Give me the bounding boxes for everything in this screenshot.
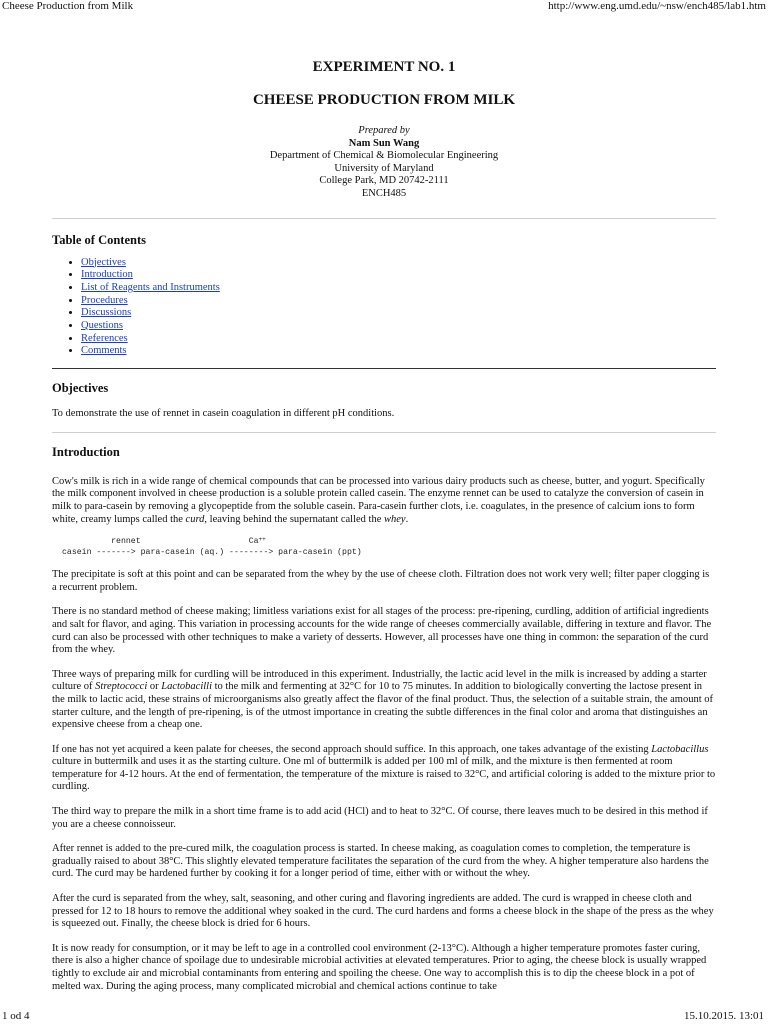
intro-paragraph-2: The precipitate is soft at this point and can be separated from the whey by the use of cheese cloth. Filtration does not work very well; filter paper clogging is a recurrent problem. bbox=[52, 569, 710, 593]
toc-link-reagents[interactable]: List of Reagents and Instruments bbox=[81, 281, 220, 293]
intro-paragraph-8: After the curd is separated from the whey, salt, seasoning, and other curing and flavoring ingredients are added. The curd is wrapped in cheese cloth and pressed for 12 to 18 hours to remove the additional whey soaked in the curd. The curd hardens and forms a cheese block in the shape of the press as the whey is squeezed out. Finally, the cheese block is dried for 6 hours. bbox=[52, 893, 714, 930]
address: College Park, MD 20742-2111 bbox=[319, 175, 449, 187]
intro-paragraph-5: If one has not yet acquired a keen palate for cheeses, the second approach should suffice. In this approach, one takes advantage of the existing Lactobacillus culture in buttermilk and uses it as the starting culture. One ml of buttermilk is added per 100 ml of milk, and the mixture is then fermented at room temperature for 4-12 hours. At the end of fermentation, the temperature of the mixture is raised to 32°C, and artificial coloring is added to the mixture prior to curdling. bbox=[52, 743, 716, 793]
print-datetime: 15.10.2015. 13:01 bbox=[683, 1010, 764, 1022]
toc-link-comments[interactable]: Comments bbox=[81, 345, 127, 357]
intro-paragraph-3: There is no standard method of cheese making; limitless variations exist for all stages of the process: pre-ripening, curdling, addition of artificial ingredients and salt for flavor, and aging. This variation in processing accounts for the wide range of cheeses commercially available, differing in texture and flavor. The curd can also be processed with other techniques to make a variety of desserts. However, all processes have one thing in common: the separation of the curd from the whey. bbox=[52, 606, 712, 656]
toc-link-objectives[interactable]: Objectives bbox=[81, 256, 126, 268]
divider bbox=[52, 432, 716, 433]
introduction-heading: Introduction bbox=[52, 444, 120, 459]
print-header bbox=[0, 0, 768, 14]
divider bbox=[52, 368, 716, 369]
page-url: http://www.eng.umd.edu/~nsw/ench485/lab1.htm bbox=[548, 0, 766, 12]
toc-item bbox=[81, 320, 716, 333]
print-footer bbox=[0, 1008, 768, 1024]
page-title-header: Cheese Production from Milk bbox=[2, 0, 134, 12]
divider bbox=[52, 218, 716, 219]
toc-item bbox=[81, 282, 716, 295]
toc-link-introduction[interactable]: Introduction bbox=[81, 269, 133, 281]
intro-paragraph-6: The third way to prepare the milk in a short time frame is to add acid (HCl) and to heat to 32°C. Of course, there leaves much to be desired in this method if you are a cheese connoisseur. bbox=[52, 806, 708, 830]
intro-paragraph-7: After rennet is added to the pre-cured milk, the coagulation process is started. In cheese making, as coagulation comes to completion, the temperature is gradually raised to about 38°C. This slightly elevated temperature facilitates the separation of the curd from the whey. A higher temperature also hardens the curd. The curd may be hardened further by cooking it for a longer period of time, either with or without the whey. bbox=[52, 843, 709, 880]
course-code: ENCH485 bbox=[361, 187, 407, 199]
toc-link-questions[interactable]: Questions bbox=[81, 320, 123, 332]
toc-heading: Table of Contents bbox=[52, 232, 146, 247]
author-block bbox=[52, 125, 716, 201]
toc-item bbox=[81, 333, 716, 346]
intro-paragraph-9: It is now ready for consumption, or it may be left to age in a controlled cool environment (2-13°C). Although a higher temperature promotes faster curing, there is also a higher chance of spoilage due to undesirable microbial activities at elevated temperatures. Prior to aging, the cheese block is usually wrapped tightly to exclude air and microbial contaminants from entering and spoiling the cheese. One way to accomplish this is to dip the cheese block in a pot of melted wax. During the aging process, many complicated microbial and chemical actions continue to take bbox=[52, 942, 707, 992]
intro-paragraph-1: Cow's milk is rich in a wide range of chemical compounds that can be processed into various dairy products such as cheese, butter, and yogurt. Specifically the milk component involved in cheese production is a soluble protein called casein. The enzyme rennet can be used to catalyze the conversion of casein in milk to para-casein by removing a glycopeptide from the soluble casein. Para-casein further clots, i.e. coagulates, in the presence of calcium ions to form white, creamy lumps called the curd, leaving behind the supernatant called the whey. bbox=[52, 475, 705, 525]
experiment-number: EXPERIMENT NO. 1 bbox=[312, 59, 456, 75]
table-of-contents bbox=[52, 257, 716, 359]
department: Department of Chemical & Biomolecular Engineering bbox=[269, 150, 499, 162]
prepared-by-label: Prepared by bbox=[358, 125, 410, 136]
toc-item bbox=[81, 257, 716, 270]
intro-paragraph-4: Three ways of preparing milk for curdling will be introduced in this experiment. Industrially, the lactic acid level in the milk is increased by adding a starter culture of Streptococci or Lactobacilli to the milk and fermenting at 32°C for 10 to 75 minutes. In addition to biologically converting the lactose present in the milk to lactic acid, these strains of microorganisms also greatly affect the flavor of the final product. Thus, the selection of a suitable strain, the amount of starter culture, and the length of pre-ripening, is of the utmost importance in creating the subtle differences in the final color and aroma that distinguishes an expensive cheese from a cheap one. bbox=[52, 668, 714, 731]
toc-link-procedures[interactable]: Procedures bbox=[81, 294, 128, 306]
toc-item bbox=[81, 269, 716, 282]
document-title: CHEESE PRODUCTION FROM MILK bbox=[252, 92, 516, 108]
university: University of Maryland bbox=[334, 162, 434, 174]
toc-item bbox=[81, 295, 716, 308]
author-name: Nam Sun Wang bbox=[348, 137, 420, 149]
document-body bbox=[52, 52, 716, 993]
toc-item bbox=[81, 345, 716, 358]
toc-item bbox=[81, 307, 716, 320]
objectives-text: To demonstrate the use of rennet in casein coagulation in different pH conditions. bbox=[52, 408, 395, 420]
page-number: 1 od 4 bbox=[2, 1010, 30, 1022]
toc-link-references[interactable]: References bbox=[81, 332, 128, 344]
reaction-equation: rennet Ca++ casein -------> para-casein (aq.) --------> para-casein (ppt) bbox=[62, 536, 362, 557]
toc-link-discussions[interactable]: Discussions bbox=[81, 307, 132, 319]
objectives-heading: Objectives bbox=[52, 381, 109, 396]
